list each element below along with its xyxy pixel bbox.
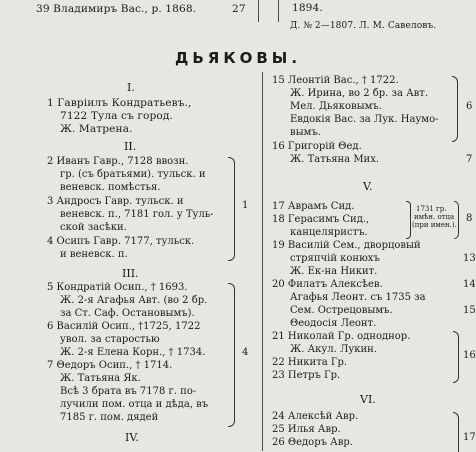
entry-16: 16 Григорій Θед.	[272, 141, 362, 152]
entry-7-line-3: Всѣ 3 брата въ 7178 г. по-	[60, 386, 197, 397]
section-header-iii: III.	[122, 267, 139, 280]
entry-7: 7 Θедоръ Осип., † 1714.	[47, 360, 173, 371]
entry-7-line-2: Ж. Татьяна Як.	[60, 373, 141, 384]
entry-5-line-2: Ж. 2-я Агафья Авт. (во 2 бр.	[60, 295, 208, 306]
entry-20-line-3: Сем. Острецовымъ.	[290, 305, 393, 316]
ref-15: 15	[463, 305, 476, 316]
entry-26: 26 Θедоръ Авр.	[272, 437, 353, 448]
entry-20: 20 Филатъ Алексѣев.	[272, 279, 383, 290]
prev-year: 1894.	[292, 2, 323, 14]
entry-24: 24 Алексѣй Авр.	[272, 411, 359, 422]
entry-19-line-3: Ж. Ек-на Никит.	[290, 266, 378, 277]
entry-16-line-2: Ж. Татьяна Мих.	[290, 154, 380, 165]
entry-20-line-4: Θеодосія Леонт.	[290, 318, 377, 329]
bracket-entry-15	[452, 76, 458, 142]
prev-reference: Д. № 2—1807. Л. М. Савеловъ.	[290, 21, 437, 31]
bracket-generation-iii	[228, 283, 235, 427]
entry-4-line-2: и веневск. п.	[60, 249, 128, 260]
column-divider-top	[258, 0, 259, 22]
entry-19: 19 Василій Сем., дворцовый	[272, 240, 421, 251]
note-line-1: 1731 гр.	[416, 205, 447, 213]
entry-15-line-3: Мел. Дьяковымъ.	[290, 101, 382, 112]
bracket-entries-24-26	[453, 412, 459, 452]
entry-6-line-3: Ж. 2-я Елена Корн., † 1734.	[60, 347, 206, 358]
entry-3-line-2: веневск. п., 7181 гол. у Туль-	[60, 209, 214, 220]
bracket-generation-ii	[228, 157, 235, 261]
entry-15-line-5: вымъ.	[290, 127, 321, 138]
bracket-ref-6: 6	[466, 101, 473, 112]
entry-3: 3 Андросъ Гавр. тульск. и	[47, 196, 184, 207]
section-header-iv: IV.	[125, 431, 139, 444]
section-header-i: I.	[127, 81, 135, 94]
entry-23: 23 Петръ Гр.	[272, 370, 341, 381]
bracket-ref-8: 8	[466, 213, 473, 224]
entry-21: 21 Николай Гр. одноднор.	[272, 331, 411, 342]
entry-15: 15 Леонтій Вас., † 1722.	[272, 75, 399, 86]
column-divider	[262, 72, 263, 451]
entry-22: 22 Никита Гр.	[272, 357, 348, 368]
entry-25: 25 Илья Авр.	[272, 424, 341, 435]
section-header-vi: VI.	[360, 393, 376, 406]
entry-5-line-3: за Ст. Саф. Остановымъ).	[60, 308, 195, 319]
entry-1-line-2: 7122 Тула съ город.	[60, 110, 173, 122]
entry-18: 18 Герасимъ Сид.,	[272, 214, 370, 225]
entry-6-line-2: увол. за старостью	[60, 334, 160, 345]
section-header-ii: II.	[124, 140, 137, 153]
bracket-entries-17-18	[454, 201, 459, 239]
entry-21-line-2: Ж. Акул. Лукин.	[290, 344, 377, 355]
bracket-ref-17: 17	[463, 432, 476, 443]
bracket-ref-1: 1	[242, 200, 249, 211]
ref-7: 7	[466, 154, 473, 165]
column-divider-top-2	[278, 0, 279, 22]
entry-1: 1 Гавріилъ Кондратьевъ.,	[47, 97, 192, 109]
ref-14: 14	[463, 279, 476, 290]
entry-5: 5 Кондратій Осип., † 1693.	[47, 282, 188, 293]
entry-7-line-4: лучили пом. отца и дѣда, въ	[60, 399, 209, 410]
entry-19-line-2: стряпчій конюхъ	[290, 253, 380, 264]
entry-15-line-4: Евдокія Вас. за Лук. Наумо-	[290, 114, 439, 125]
ref-13: 13	[463, 253, 476, 264]
entry-2-line-2: гр. (съ братьями). тульск. и	[60, 169, 206, 180]
entry-6: 6 Василій Осип., †1725, 1722	[47, 321, 201, 332]
entry-15-line-2: Ж. Ирина, во 2 бр. за Авт.	[290, 88, 429, 99]
entry-20-line-2: Агафья Леонт. съ 1735 за	[290, 292, 426, 303]
bracket-entries-17-18-inner	[406, 201, 411, 239]
entry-7-line-5: 7185 г. пом. дядей	[60, 412, 159, 423]
note-line-2: имѣн. отца	[414, 213, 455, 221]
entry-2: 2 Иванъ Гавр., 7128 ввозн.	[47, 156, 189, 167]
bracket-ref-16: 16	[463, 350, 476, 361]
entry-18-line-2: канцеляристъ.	[290, 227, 368, 238]
prev-entry-39-ref: 27	[232, 3, 246, 15]
prev-entry-39: 39 Владимиръ Вас., р. 1868.	[36, 3, 197, 15]
entry-17: 17 Аврамъ Сид.	[272, 201, 355, 212]
entry-1-line-3: Ж. Матрена.	[60, 123, 133, 135]
entry-2-line-3: веневск. помѣстья.	[60, 182, 161, 193]
section-header-v: V.	[363, 180, 373, 193]
note-line-3: (при имен.).	[412, 221, 457, 229]
bracket-entries-21-23	[453, 331, 459, 383]
entry-4: 4 Осипъ Гавр. 7177, тульск.	[47, 236, 195, 247]
page-title: ДЬЯКОВЫ.	[174, 49, 302, 67]
entry-3-line-3: ской засѣки.	[60, 222, 127, 233]
bracket-ref-4: 4	[242, 347, 249, 358]
